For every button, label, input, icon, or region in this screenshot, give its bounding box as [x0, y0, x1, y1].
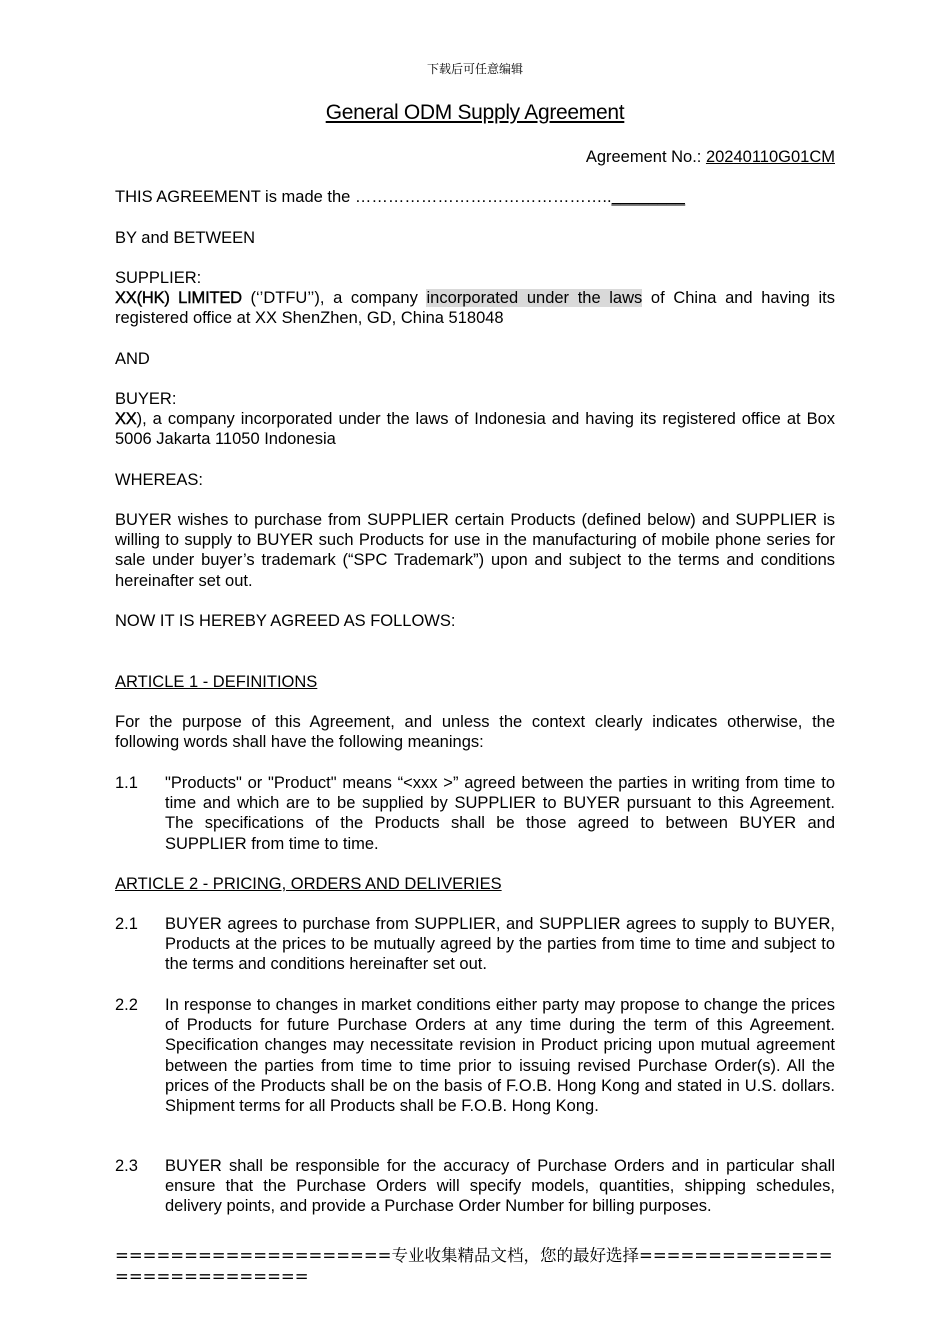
agreed-line: NOW IT IS HEREBY AGREED AS FOLLOWS:: [115, 612, 456, 630]
clause-number: 1.1: [115, 774, 138, 792]
buyer-heading: BUYER:: [115, 390, 177, 408]
buyer-text: ), a company incorporated under the laws of Indonesia and having its registered office at Box 5006 Jakarta 11050 Indonesia: [115, 410, 835, 449]
agreement-number: [115, 147, 835, 167]
made-the-blank: ________: [611, 188, 686, 206]
article-1-heading: ARTICLE 1 - DEFINITIONS: [115, 673, 318, 691]
clause-text: "Products" or "Product" means “<xxx >” agreed between the parties in writing from time to time and which are to be supplied by SUPPLIER to BUYER pursuant to this Agreement. The specifications of the Products shall be those agreed to between BUYER and SUPPLIER from time to time.: [165, 774, 835, 853]
supplier-heading: SUPPLIER:: [115, 269, 202, 287]
supplier-name: XX(HK) LIMITED: [115, 289, 242, 307]
buyer-details: [115, 409, 835, 449]
agreement-number-value: 20240110G01CM: [705, 148, 835, 166]
whereas-text: BUYER wishes to purchase from SUPPLIER certain Products (defined below) and SUPPLIER is willing to supply to BUYER such Products for use in the manufacturing of mobile phone series for sale under buyer’s trademark (“SPC Trademark”) upon and subject to the terms and conditions hereinafter set out.: [115, 511, 835, 590]
agreement-number-label: Agreement No.:: [585, 148, 706, 166]
clause-number: 2.3: [115, 1157, 138, 1175]
clause-2-1: [115, 914, 835, 975]
supplier-text-1: (‘’DTFU’’), a company: [241, 289, 427, 307]
supplier-text-2: of China and having its registered office at XX ShenZhen, GD, China 518048: [115, 289, 836, 328]
supplier-details: [115, 288, 835, 328]
clause-number: 2.2: [115, 996, 138, 1014]
buyer-name: XX: [115, 410, 137, 428]
footer-banner: ====================专业收集精品文档，您的最好选择============================: [115, 1246, 833, 1286]
by-between: BY and BETWEEN: [115, 229, 256, 247]
clause-text: BUYER shall be responsible for the accuracy of Purchase Orders and in particular shall ensure that the Purchase Orders will specify models, quantities, shipping schedules, delivery points, and provide a Purchase Order Number for billing purposes.: [165, 1157, 835, 1216]
clause-text: BUYER agrees to purchase from SUPPLIER, and SUPPLIER agrees to supply to BUYER, Products at the prices to be mutually agreed by the parties from time to time and subject to the terms and conditions hereinafter set out.: [165, 915, 835, 974]
and-line: AND: [115, 350, 150, 368]
document-title: General ODM Supply Agreement: [325, 101, 625, 124]
clause-2-2: [115, 995, 835, 1116]
header-note: 下载后可任意编辑: [426, 62, 523, 76]
supplier-highlight: incorporated under the laws: [426, 289, 643, 307]
clause-number: 2.1: [115, 915, 138, 933]
made-the-line: [115, 187, 835, 207]
article-1-intro: For the purpose of this Agreement, and unless the context clearly indicates otherwise, the following words shall have the following meanings:: [115, 713, 835, 752]
clause-text: In response to changes in market conditions either party may propose to change the prices of Products for future Purchase Orders at any time during the term of this Agreement. Specification changes may necessitate revision in Product pricing upon mutual agreement between the parties from time to time prior to issuing revised Purchase Order(s). All the prices of the Products shall be on the basis of F.O.B. Hong Kong and stated in U.S. dollars. Shipment terms for all Products shall be F.O.B. Hong Kong.: [165, 996, 835, 1116]
made-the-text: THIS AGREEMENT is made the ………………………………………..: [115, 188, 612, 206]
whereas-heading: WHEREAS:: [115, 471, 204, 489]
article-2-heading: ARTICLE 2 - PRICING, ORDERS AND DELIVERIES: [115, 875, 502, 893]
clause-1-1: [115, 773, 835, 854]
clause-2-3: [115, 1156, 835, 1217]
